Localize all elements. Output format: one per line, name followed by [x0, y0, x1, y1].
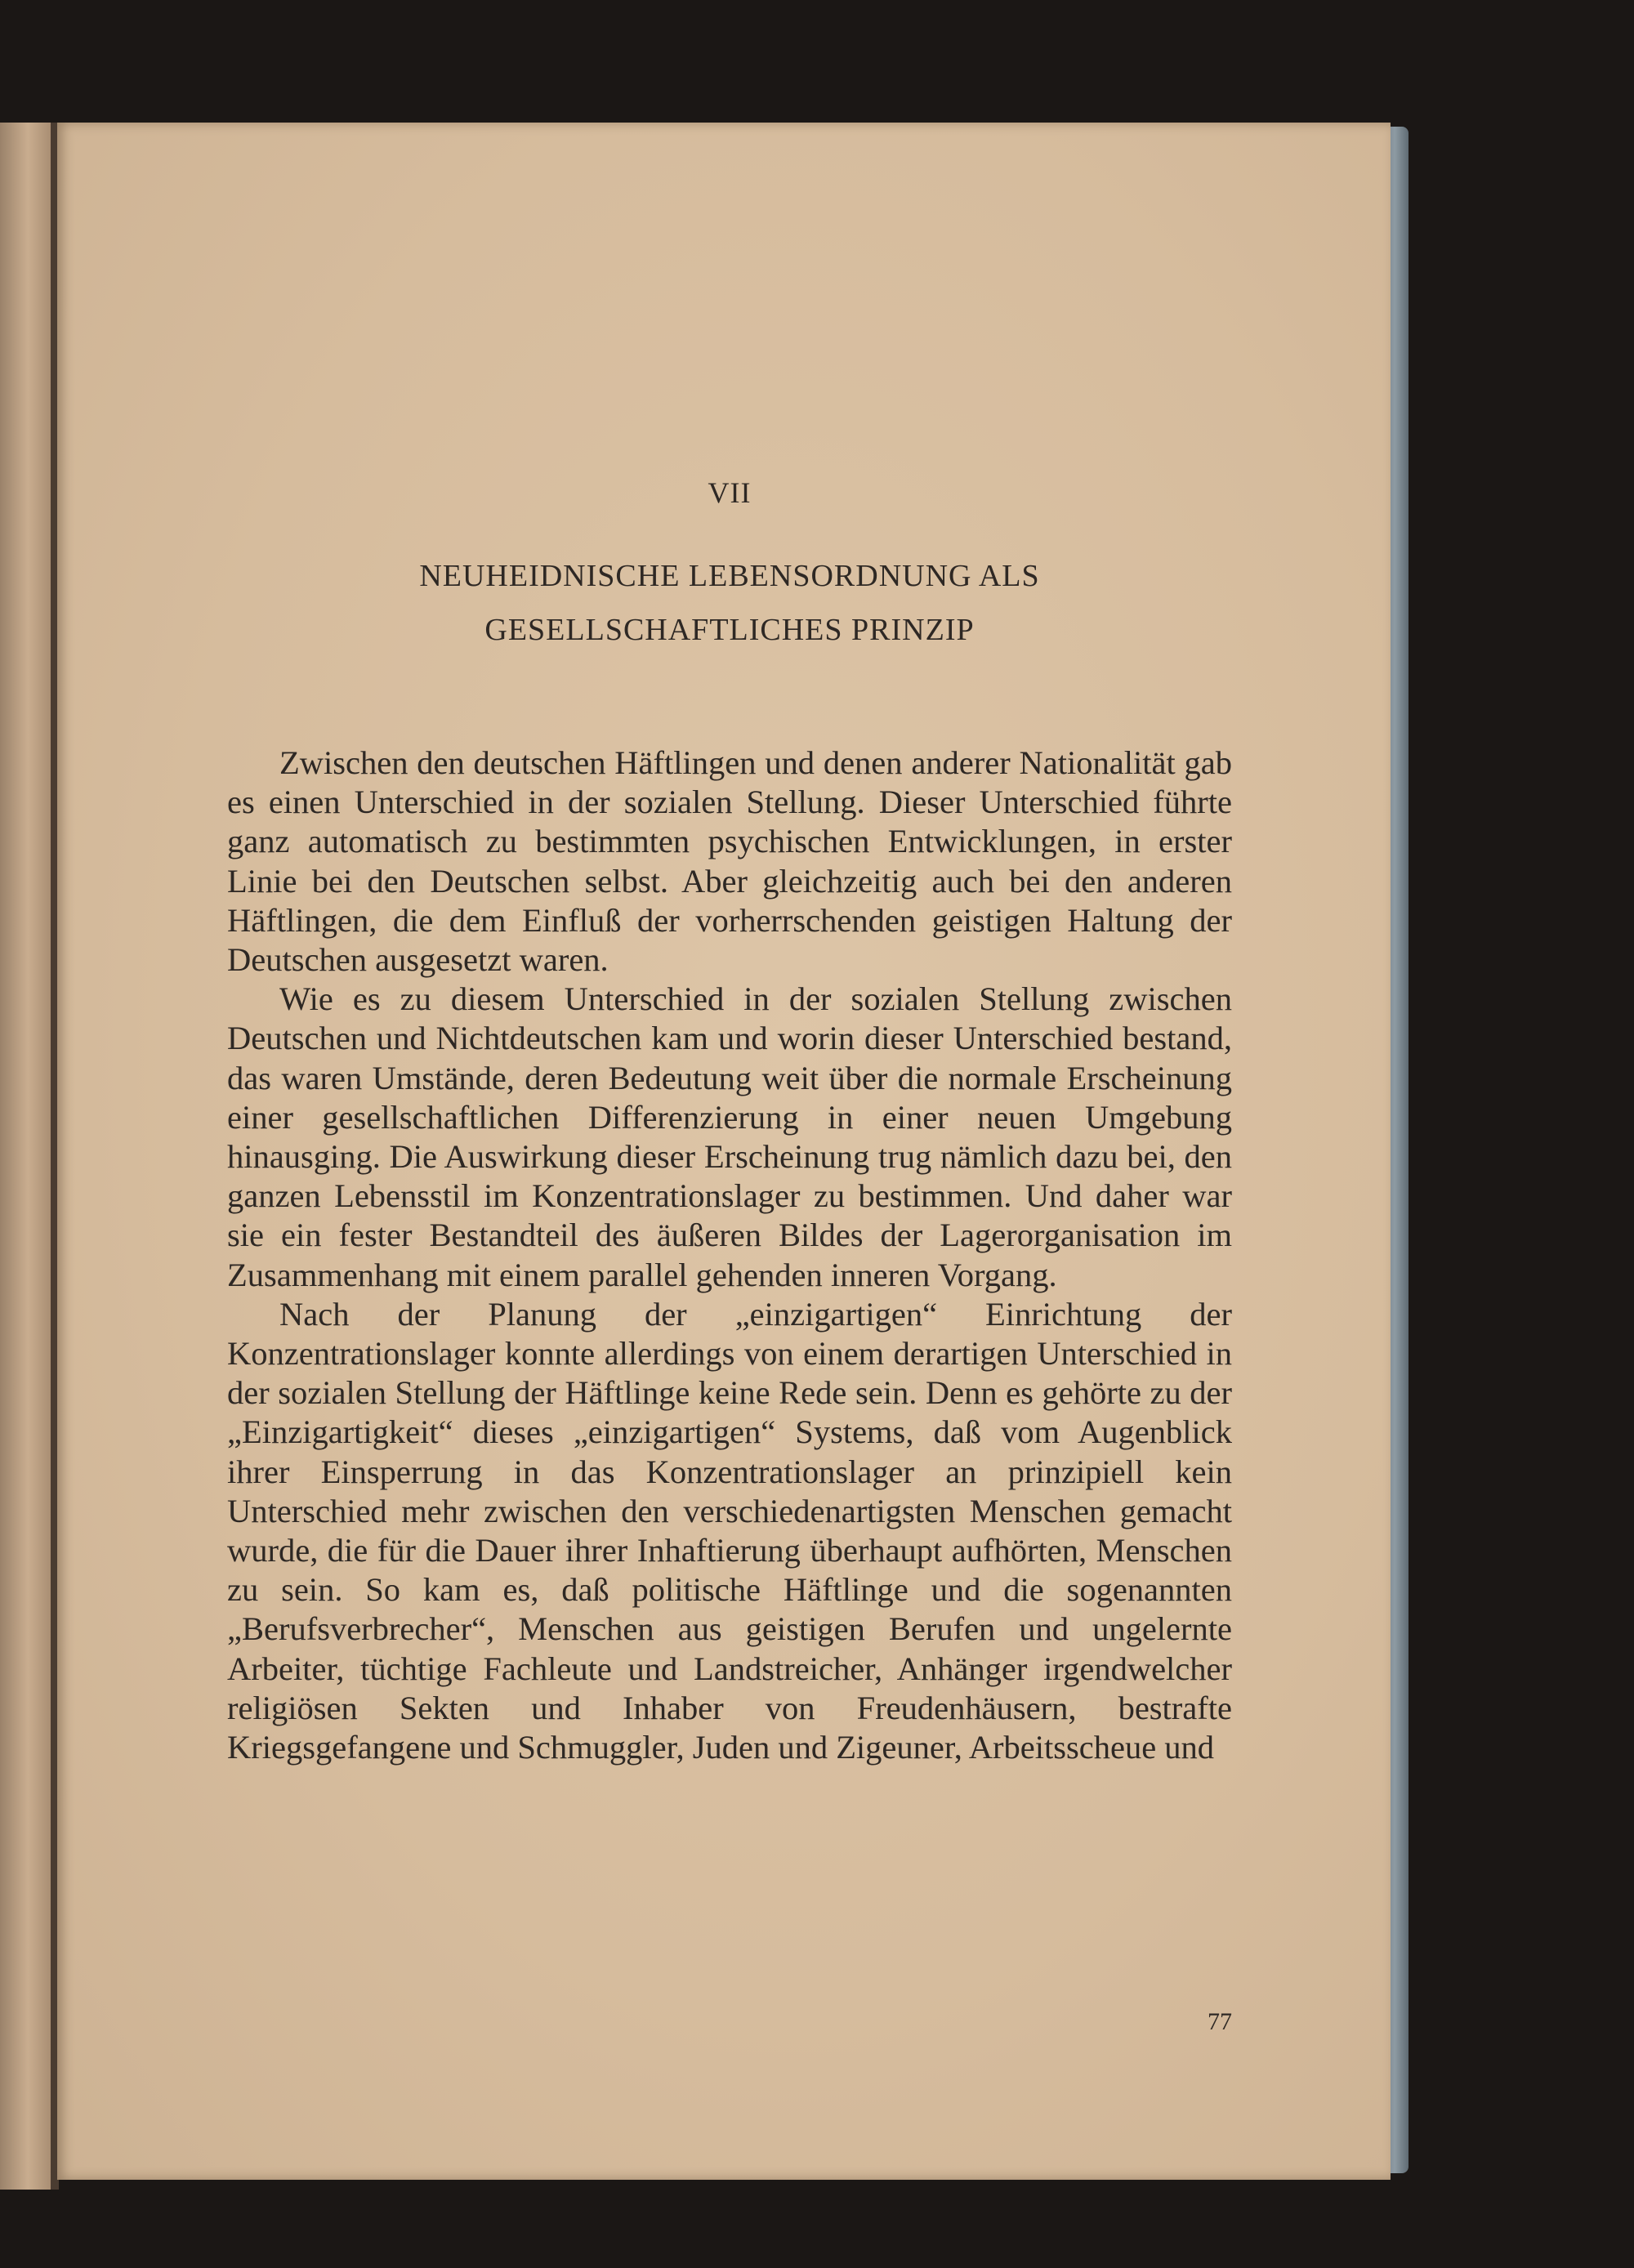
- chapter-title-line-2: GESELLSCHAFTLICHES PRINZIP: [484, 613, 975, 647]
- chapter-title: [227, 549, 1232, 657]
- chapter-title-line-1: NEUHEIDNISCHE LEBENSORDNUNG ALS: [419, 559, 1040, 593]
- paragraph-3: Nach der Planung der „einzigartigen“ Einrichtung der Konzentrationslager konnte allerdings von einem derartigen Unterschied in der sozialen Stellung der Häftlinge keine Rede sein. Denn es gehörte zu der „Einzigartigkeit“ dieses „einzigartigen“ Systems, daß vom Augenblick ihrer Einsperrung in das Konzentrationslager an prinzipiell kein Unterschied mehr zwischen den verschiedenartigsten Menschen gemacht wurde, die für die Dauer ihrer Inhaftierung überhaupt aufhörten, Menschen zu sein. So kam es, daß politische Häftlinge und die sogenannten „Berufsverbrecher“, Menschen aus geistigen Berufen und ungelernte Arbeiter, tüchtige Fachleute und Landstreicher, Anhänger irgendwelcher religiösen Sekten und Inhaber von Freudenhäusern, bestrafte Kriegsgefangene und Schmuggler, Juden und Zigeuner, Arbeitsscheue und: [227, 1295, 1232, 1766]
- chapter-number: VII: [708, 476, 752, 509]
- facing-page-edge: [0, 123, 51, 2190]
- paragraph-2: Wie es zu diesem Unterschied in der sozialen Stellung zwischen Deutschen und Nichtdeutschen kam und worin dieser Unterschied bestand, das waren Umstände, deren Bedeutung weit über die normale Erscheinung einer gesellschaftlichen Differenzierung in einer neuen Umgebung hinausging. Die Auswirkung dieser Erscheinung trug nämlich dazu bei, den ganzen Lebensstil im Konzentrationslager zu bestimmen. Und daher war sie ein fester Bestandteil des äußeren Bildes der Lagerorganisation im Zusammenhang mit einem parallel gehenden inneren Vorgang.: [227, 980, 1232, 1293]
- book-page: [57, 123, 1391, 2180]
- paragraph-1: Zwischen den deutschen Häftlingen und denen anderer Nationalität gab es einen Unterschied in der sozialen Stellung. Dieser Unterschied führte ganz automatisch zu bestimmten psychischen Entwicklungen, in erster Linie bei den Deutschen selbst. Aber gleichzeitig auch bei den anderen Häftlingen, die dem Einfluß der vorherrschenden geistigen Haltung der Deutschen ausgesetzt waren.: [227, 744, 1232, 979]
- body-text: [227, 743, 1232, 1767]
- page-number: 77: [1208, 2008, 1232, 2035]
